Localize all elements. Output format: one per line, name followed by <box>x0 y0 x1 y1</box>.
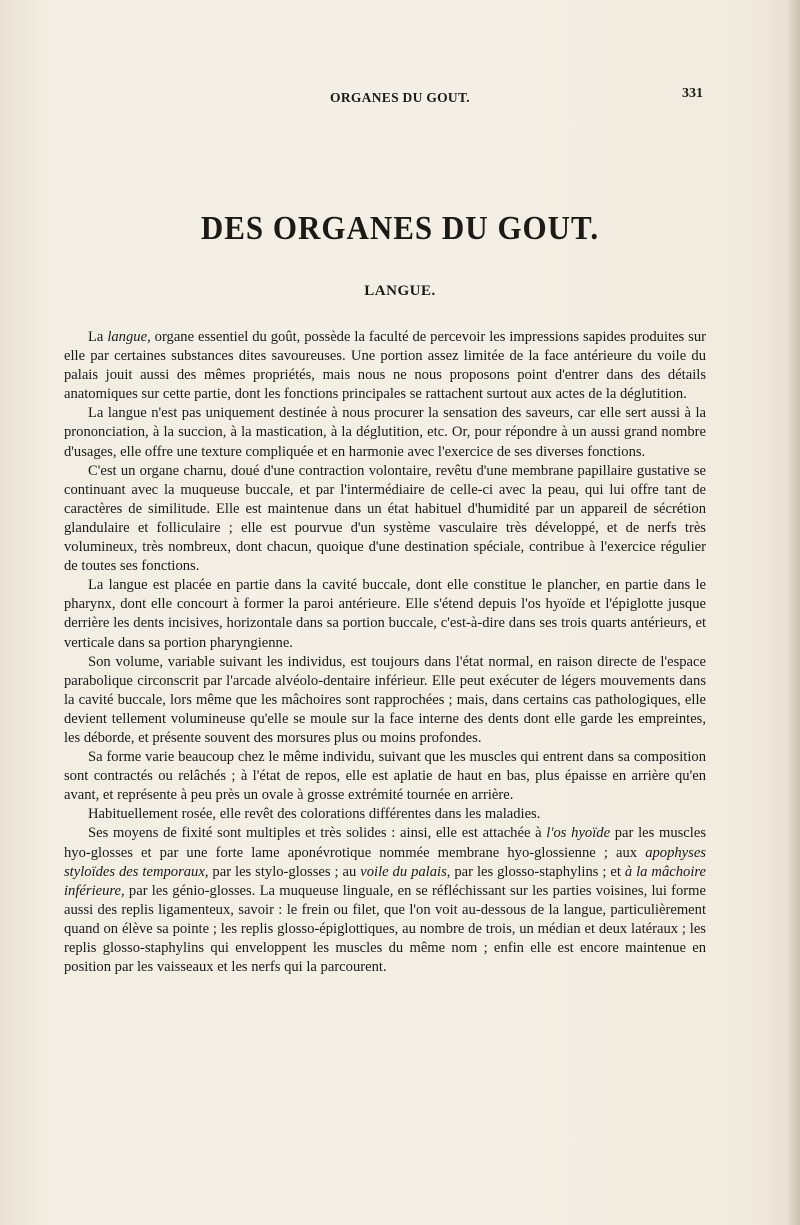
paragraph: La langue, organe essentiel du goût, possède la faculté de percevoir les impressions sapides produites sur elle par certaines substances dites savoureuses. Une portion assez limitée de la face antérieure du voile du palais jouit aussi des mêmes propriétés, mais nous ne nous proposons point d'entrer dans des détails anatomiques sur cette partie, dont les fonctions principales se rattachent surtout aux actes de la déglutition. <box>64 329 706 403</box>
italic-term: apophyses styloïdes des temporaux <box>64 844 706 880</box>
paragraph: La langue est placée en partie dans la cavité buccale, dont elle constitue le plancher, en partie dans le pharynx, dont elle concourt à former la paroi antérieure. Elle s'étend depuis l'os hyoïde et l'épiglotte jusque derrière les dents incisives, horizontale dans sa portion buccale, c'est-à-dire dans ses trois quarts antérieurs, et verticale dans sa portion pharyngienne. <box>64 577 706 651</box>
italic-term: langue <box>107 329 148 345</box>
italic-term: voile du palais <box>360 863 447 880</box>
page-edge-shadow <box>786 0 800 1225</box>
page-number: 331 <box>682 86 703 101</box>
paragraph: Habituellement rosée, elle revêt des colorations différentes dans les maladies. <box>88 806 541 823</box>
running-header: ORGANES DU GOUT. <box>330 90 470 105</box>
paragraph: Ses moyens de fixité sont multiples et très solides : ainsi, elle est attachée à l'os hyoïde par les muscles hyo-glosses et par une forte lame aponévrotique nommée membrane hyo-glossienne ; aux apophyses styloïdes des temporaux, par les stylo-glosses ; au voile du palais, par les glosso-staphylins ; et à la mâchoire inférieure, par les génio-glosses. La muqueuse linguale, en se réfléchissant sur les parties voisines, lui forme aussi des replis ligamenteux, savoir : le frein ou filet, que l'on voit au-dessous de la langue, particulièrement quand on élève sa pointe ; les replis glosso-épiglottiques, au nombre de trois, un médian et deux latéraux ; les replis glosso-staphylins qui enveloppent les muscles du même nom ; enfin elle est encore maintenue en position par les vaisseaux et les nerfs qui la parcourent. <box>64 825 707 976</box>
body-text <box>64 328 706 977</box>
italic-term: à la mâchoire inférieure <box>64 863 707 899</box>
paragraph: Sa forme varie beaucoup chez le même individu, suivant que les muscles qui entrent dans sa composition sont contractés ou relâchés ; à l'état de repos, elle est aplatie de haut en bas, plus épaisse en arrière qu'en avant, et représente à peu près un ovale à grosse extrémité tournée en arrière. <box>64 749 706 804</box>
section-title: LANGUE. <box>364 283 436 299</box>
paragraph: La langue n'est pas uniquement destinée à nous procurer la sensation des saveurs, car elle sert aussi à la prononciation, à la succion, à la mastication, à la déglutition, etc. Or, pour répondre à un aussi grand nombre d'usages, elle offre une texture compliquée et en harmonie avec l'exercice de ses diverses fonctions. <box>64 405 706 460</box>
paragraph: Son volume, variable suivant les individus, est toujours dans l'état normal, en raison directe de l'espace parabolique circonscrit par l'arcade alvéolo-dentaire inférieur. Elle peut exécuter de légers mouvements dans la cavité buccale, lors même que les mâchoires sont rapprochées ; mais, dans certains cas pathologiques, elle devient tellement volumineuse qu'elle se moule sur la face interne des dents dont elle garde les empreintes, les déborde, et présente souvent des morsures plus ou moins profondes. <box>64 653 706 746</box>
italic-term: l'os hyoïde <box>546 825 611 842</box>
chapter-title: DES ORGANES DU GOUT. <box>200 208 600 247</box>
paragraph: C'est un organe charnu, doué d'une contraction volontaire, revêtu d'une membrane papillaire gustative se continuant avec la muqueuse buccale, et par l'intermédiaire de celle-ci avec la peau, qui lui offre tant de caractères de similitude. Elle est maintenue dans un état habituel d'humidité par un appareil de sécrétion glandulaire et folliculaire ; elle est pourvue d'un système vasculaire très développé, et de nerfs très volumineux, très nombreux, dont chacun, quoique d'une destination spéciale, contribue à l'exercice régulier de toutes ses fonctions. <box>64 462 706 575</box>
